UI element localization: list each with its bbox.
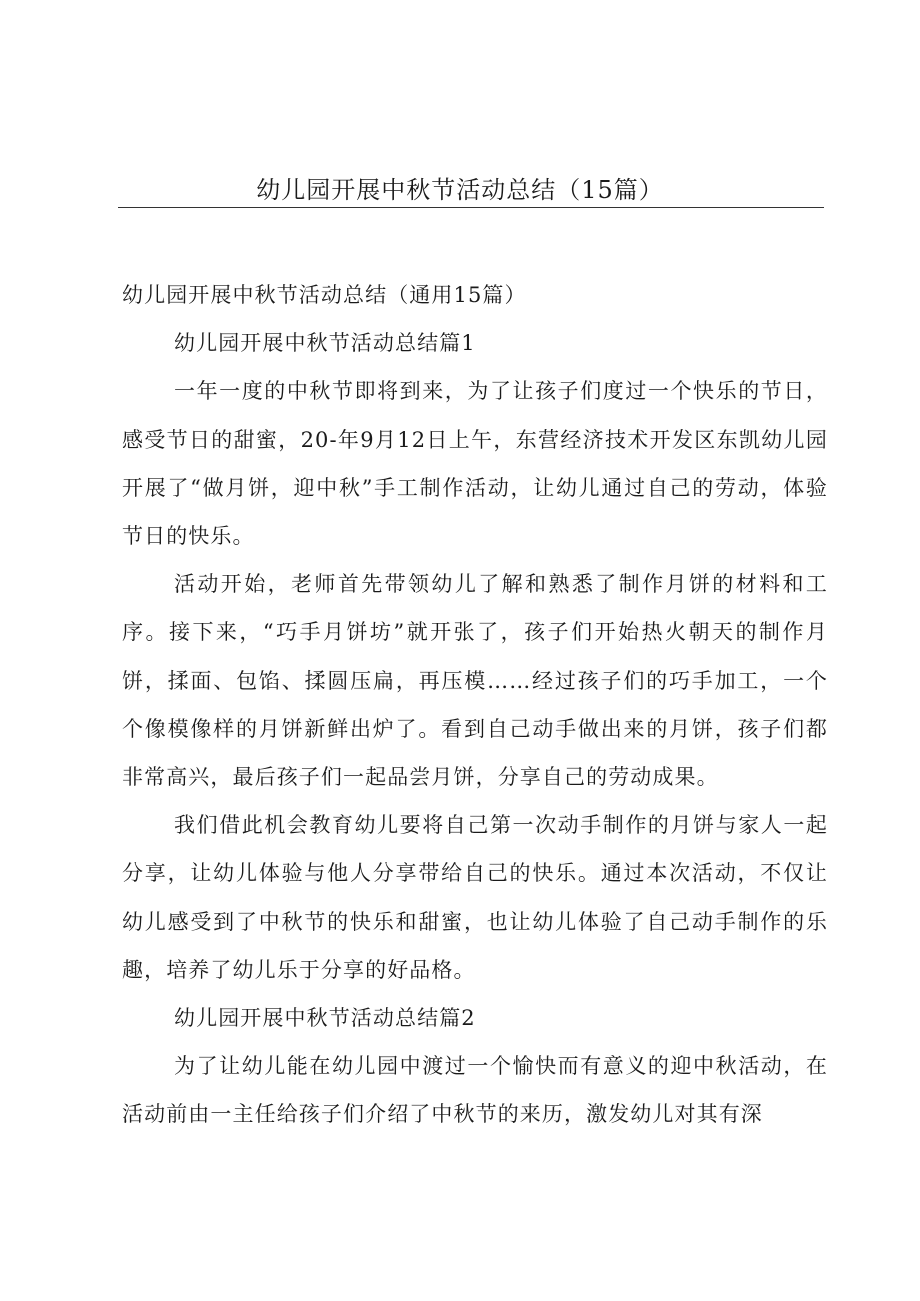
title-underline [118, 207, 824, 208]
document-body [122, 271, 828, 1139]
paragraph: 为了让幼儿能在幼儿园中渡过一个愉快而有意义的迎中秋活动，在活动前由一主任给孩子们介绍了中秋节的来历，激发幼儿对其有深 [122, 1054, 828, 1127]
paragraph: 我们借此机会教育幼儿要将自己第一次动手制作的月饼与家人一起分享，让幼儿体验与他人分享带给自己的快乐。通过本次活动，不仅让幼儿感受到了中秋节的快乐和甜蜜，也让幼儿体验了自己动手制作的乐趣，培养了幼儿乐于分享的好品格。 [122, 813, 828, 982]
paragraph: 活动开始，老师首先带领幼儿了解和熟悉了制作月饼的材料和工序。接下来，“巧手月饼坊”就开张了，孩子们开始热火朝天的制作月饼，揉面、包馅、揉圆压扁，再压模……经过孩子们的巧手加工，一个个像模像样的月饼新鲜出炉了。看到自己动手做出来的月饼，孩子们都非常高兴，最后孩子们一起品尝月饼，分享自己的劳动成果。 [122, 572, 828, 790]
document-subtitle: 幼儿园开展中秋节活动总结（通用15篇） [122, 283, 527, 307]
document-title: 幼儿园开展中秋节活动总结（15篇） [256, 176, 664, 204]
paragraph: 一年一度的中秋节即将到来，为了让孩子们度过一个快乐的节日，感受节日的甜蜜，20-年9月12日上午，东营经济技术开发区东凯幼儿园开展了“做月饼，迎中秋”手工制作活动，让幼儿通过自己的劳动，体验节日的快乐。 [122, 379, 828, 549]
section-heading-2: 幼儿园开展中秋节活动总结篇2 [174, 1006, 476, 1031]
section-heading-1: 幼儿园开展中秋节活动总结篇1 [174, 331, 476, 356]
